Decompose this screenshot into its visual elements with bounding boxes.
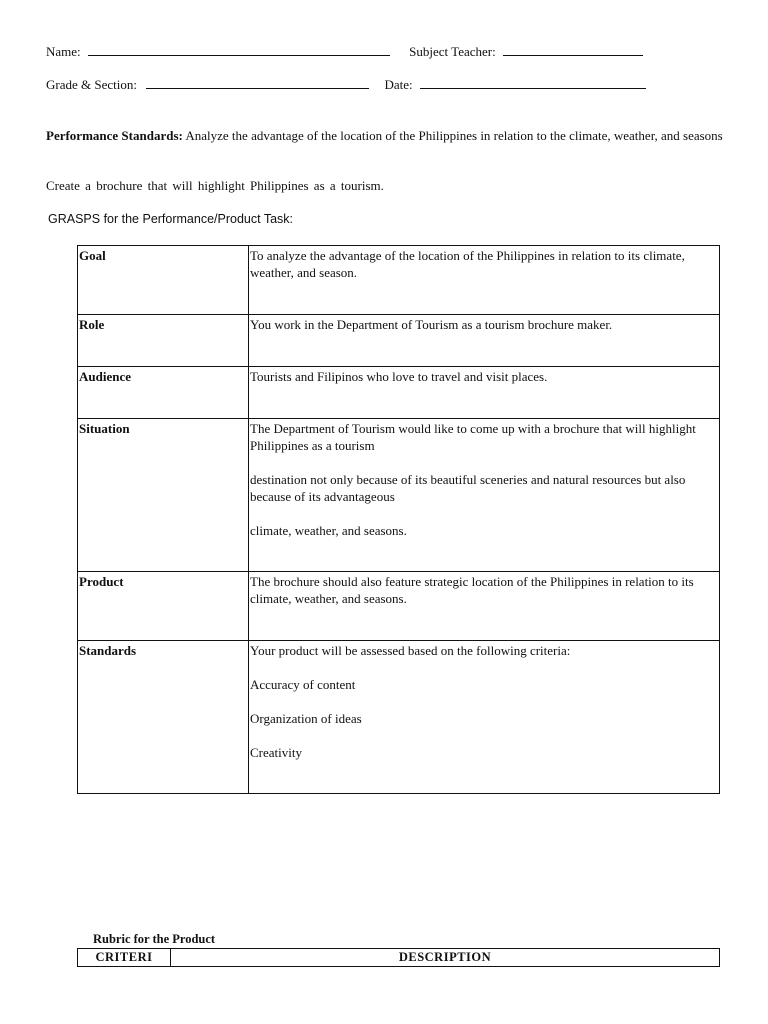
name-field[interactable]	[88, 45, 390, 56]
grasps-text: climate, weather, and seasons.	[250, 523, 407, 538]
teacher-field[interactable]	[503, 45, 643, 56]
grasps-text: Accuracy of content	[250, 677, 356, 692]
grasps-text: Tourists and Filipinos who love to travel and visit places.	[250, 369, 548, 384]
grasps-table	[77, 245, 720, 794]
grasps-text: To analyze the advantage of the location of the Philippines in relation to its climate, weather, and season.	[250, 248, 685, 280]
grasps-value	[249, 641, 720, 794]
performance-standards-text: Analyze the advantage of the location of the Philippines in relation to the climate, weather, and seasons	[182, 128, 723, 143]
rubric-col-criteria: CRITERI	[78, 949, 171, 967]
grasps-text: You work in the Department of Tourism as a tourism brochure maker.	[250, 317, 613, 332]
name-row	[46, 44, 643, 60]
grasps-text: The brochure should also feature strategic location of the Philippines in relation to its climate, weather, and seasons.	[250, 574, 694, 606]
grasps-text: Organization of ideas	[250, 711, 362, 726]
grasps-row-standards	[78, 641, 720, 794]
rubric-table	[77, 948, 720, 967]
grasps-text: destination not only because of its beautiful sceneries and natural resources but also because of its advantageous	[250, 472, 686, 504]
grasps-row-audience	[78, 367, 720, 419]
teacher-label: Subject Teacher:	[409, 44, 496, 59]
grasps-row-role	[78, 315, 720, 367]
grasps-text: The Department of Tourism would like to come up with a brochure that will highlight Philippines as a tourism	[250, 421, 696, 453]
grasps-value	[249, 367, 720, 419]
rubric-title: Rubric for the Product	[93, 932, 216, 946]
rubric-col-description: DESCRIPTION	[171, 949, 720, 967]
grade-field[interactable]	[146, 78, 369, 89]
grasps-value	[249, 419, 720, 572]
grasps-label: Product	[78, 572, 249, 641]
grasps-label: Goal	[78, 246, 249, 315]
grasps-label: Standards	[78, 641, 249, 794]
grasps-intro: GRASPS for the Performance/Product Task:	[48, 212, 294, 226]
grasps-label: Audience	[78, 367, 249, 419]
date-label: Date:	[384, 77, 413, 92]
grasps-row-situation	[78, 419, 720, 572]
performance-standards-label: Performance Standards:	[46, 128, 183, 143]
rubric-header-row	[78, 949, 720, 967]
grade-row	[46, 77, 646, 93]
grasps-text: Your product will be assessed based on the following criteria:	[250, 643, 571, 658]
grasps-value	[249, 315, 720, 367]
grasps-row-product	[78, 572, 720, 641]
date-field[interactable]	[420, 78, 646, 89]
grasps-text: Creativity	[250, 745, 302, 760]
create-instruction: Create a brochure that will highlight Philippines as a tourism.	[46, 178, 384, 193]
grasps-value	[249, 572, 720, 641]
grasps-row-goal	[78, 246, 720, 315]
grade-label: Grade & Section:	[46, 77, 137, 92]
grasps-label: Situation	[78, 419, 249, 572]
grasps-value	[249, 246, 720, 315]
performance-standards	[46, 127, 736, 144]
name-label: Name:	[46, 44, 81, 59]
grasps-label: Role	[78, 315, 249, 367]
